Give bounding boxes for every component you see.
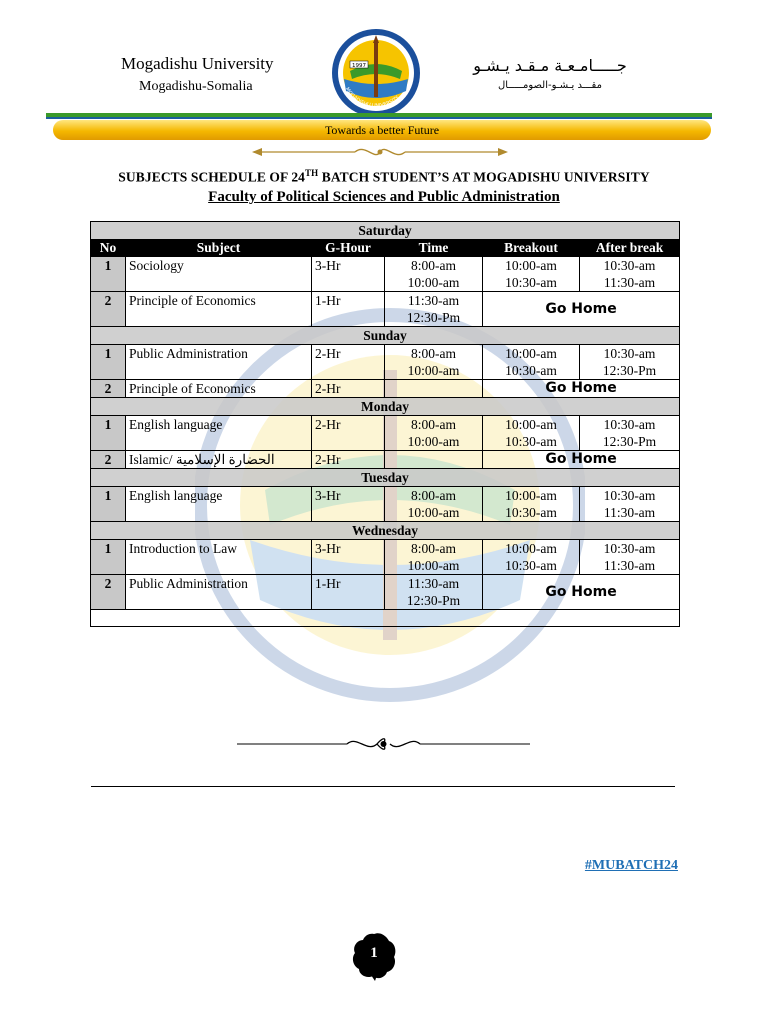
time-line: 11:30-am: [603, 275, 656, 290]
time-line: 10:30-am: [505, 275, 557, 290]
day-row-sunday: [91, 327, 680, 345]
time-line: 12:30-Pm: [602, 363, 657, 378]
time-cell: [385, 575, 483, 610]
breakout-cell: [483, 257, 580, 292]
time-line: 8:00-am: [411, 258, 456, 273]
time-cell: [385, 487, 483, 522]
time-line: 11:30-am: [603, 505, 656, 520]
row-number: 1: [91, 257, 126, 292]
time-line: 8:00-am: [411, 417, 456, 432]
subject-cell: English language: [126, 487, 312, 522]
time-line: 10:00-am: [407, 434, 460, 449]
time-line: 10:30-am: [505, 434, 557, 449]
ornament-divider-top: [250, 143, 510, 161]
time-cell: [385, 540, 483, 575]
table-row: [91, 575, 680, 610]
university-name-arabic: جـــــامـعـة مـقـد يـشـو: [473, 56, 627, 75]
time-cell: [385, 380, 483, 398]
time-cell: [385, 451, 483, 469]
time-line: 10:00-am: [407, 505, 460, 520]
breakout-cell: [483, 416, 580, 451]
time-line: 12:30-Pm: [602, 434, 657, 449]
time-line: 10:30-am: [603, 417, 656, 432]
time-line: 8:00-am: [411, 488, 456, 503]
table-row: [91, 257, 680, 292]
row-number: 1: [91, 487, 126, 522]
time-line: 10:00-am: [505, 346, 557, 361]
after-break-cell: [580, 345, 680, 380]
time-cell: [385, 416, 483, 451]
after-break-cell: [580, 257, 680, 292]
breakout-cell: [483, 345, 580, 380]
hours-cell: 2-Hr: [312, 345, 385, 380]
university-logo: [330, 27, 422, 119]
row-number: 1: [91, 416, 126, 451]
faculty-title: Faculty of Political Sciences and Public Administration: [208, 189, 560, 205]
row-number: 2: [91, 380, 126, 398]
subject-cell: Introduction to Law: [126, 540, 312, 575]
go-home-cell: Go Home: [483, 380, 680, 398]
time-line: 10:30-am: [505, 558, 557, 573]
subject-cell: Public Administration: [126, 575, 312, 610]
time-line: 10:30-am: [505, 505, 557, 520]
breakout-cell: [483, 540, 580, 575]
hours-cell: 2-Hr: [312, 416, 385, 451]
hours-cell: 2-Hr: [312, 451, 385, 469]
after-break-cell: [580, 487, 680, 522]
logo-ring-text: MOGADISHU UNIVERSITY: [343, 86, 401, 110]
hours-cell: 3-Hr: [312, 257, 385, 292]
table-row: [91, 292, 680, 327]
subject-cell: Principle of Economics: [126, 380, 312, 398]
subject-cell: English language: [126, 416, 312, 451]
day-row-wednesday: [91, 522, 680, 540]
schedule-table: [90, 221, 680, 627]
hours-cell: 2-Hr: [312, 380, 385, 398]
time-line: 10:30-am: [603, 541, 656, 556]
table-row: [91, 380, 680, 398]
row-number: 2: [91, 292, 126, 327]
hours-cell: 3-Hr: [312, 540, 385, 575]
hours-cell: 3-Hr: [312, 487, 385, 522]
time-line: 11:30-am: [407, 293, 460, 308]
column-header: G-Hour: [312, 240, 385, 257]
day-row-tuesday: [91, 469, 680, 487]
breakout-cell: [483, 487, 580, 522]
table-row: [91, 345, 680, 380]
row-number: 2: [91, 575, 126, 610]
time-cell: [385, 257, 483, 292]
time-line: 10:00-am: [505, 488, 557, 503]
schedule-title: SUBJECTS SCHEDULE OF 24TH BATCH STUDENT’S AT MOGADISHU UNIVERSITY: [118, 168, 650, 185]
time-line: 10:00-am: [505, 541, 557, 556]
row-number: 1: [91, 540, 126, 575]
time-line: 11:30-am: [603, 558, 656, 573]
time-line: 10:30-am: [505, 363, 557, 378]
day-row-monday: [91, 398, 680, 416]
day-label: Monday: [91, 398, 680, 416]
logo-year-text: 1997: [352, 63, 366, 69]
slogan-text: Towards a better Future: [324, 123, 440, 137]
day-row-saturday: [91, 222, 680, 240]
university-name-english: Mogadishu University: [121, 54, 274, 73]
blank-cell: [91, 610, 680, 627]
go-home-cell: Go Home: [483, 451, 680, 469]
column-header: Breakout: [483, 240, 580, 257]
hours-cell: 1-Hr: [312, 575, 385, 610]
table-row: [91, 451, 680, 469]
time-line: 10:30-am: [603, 258, 656, 273]
time-cell: [385, 345, 483, 380]
subject-cell: Public Administration: [126, 345, 312, 380]
subject-cell: Sociology: [126, 257, 312, 292]
ornament-divider-bottom: [237, 733, 530, 755]
subject-cell: Islamic/ الحضارة الإسلامية: [126, 451, 312, 469]
after-break-cell: [580, 416, 680, 451]
time-line: 10:00-am: [505, 258, 557, 273]
time-line: 12:30-Pm: [406, 310, 461, 325]
time-line: 10:30-am: [603, 488, 656, 503]
after-break-cell: [580, 540, 680, 575]
column-header: After break: [580, 240, 680, 257]
header-rule-blue: [46, 117, 712, 119]
time-line: 12:30-Pm: [406, 593, 461, 608]
subject-cell: Principle of Economics: [126, 292, 312, 327]
go-home-cell: Go Home: [483, 575, 680, 610]
table-header-row: [91, 240, 680, 257]
day-label: Sunday: [91, 327, 680, 345]
time-line: 8:00-am: [411, 541, 456, 556]
day-label: Tuesday: [91, 469, 680, 487]
hours-cell: 1-Hr: [312, 292, 385, 327]
go-home-cell: Go Home: [483, 292, 680, 327]
column-header: Time: [385, 240, 483, 257]
day-label: Saturday: [91, 222, 680, 240]
column-header: Subject: [126, 240, 312, 257]
blank-row: [91, 610, 680, 627]
hashtag-link[interactable]: #MUBATCH24: [584, 858, 678, 873]
time-line: 11:30-am: [407, 576, 460, 591]
time-line: 10:00-am: [407, 558, 460, 573]
column-header: No: [91, 240, 126, 257]
row-number: 1: [91, 345, 126, 380]
row-number: 2: [91, 451, 126, 469]
day-label: Wednesday: [91, 522, 680, 540]
footer-rule: [91, 786, 675, 787]
time-line: 8:00-am: [411, 346, 456, 361]
time-line: 10:00-am: [407, 275, 460, 290]
slogan-banner: [53, 120, 711, 140]
university-location-english: Mogadishu-Somalia: [139, 79, 253, 94]
table-row: [91, 540, 680, 575]
page-number: 1: [370, 945, 378, 961]
table-row: [91, 487, 680, 522]
time-line: 10:00-am: [407, 363, 460, 378]
university-location-arabic: مقـــد يـشـو-الصومـــــال: [498, 80, 602, 91]
time-line: 10:30-am: [603, 346, 656, 361]
time-line: 10:00-am: [505, 417, 557, 432]
table-row: [91, 416, 680, 451]
time-cell: [385, 292, 483, 327]
